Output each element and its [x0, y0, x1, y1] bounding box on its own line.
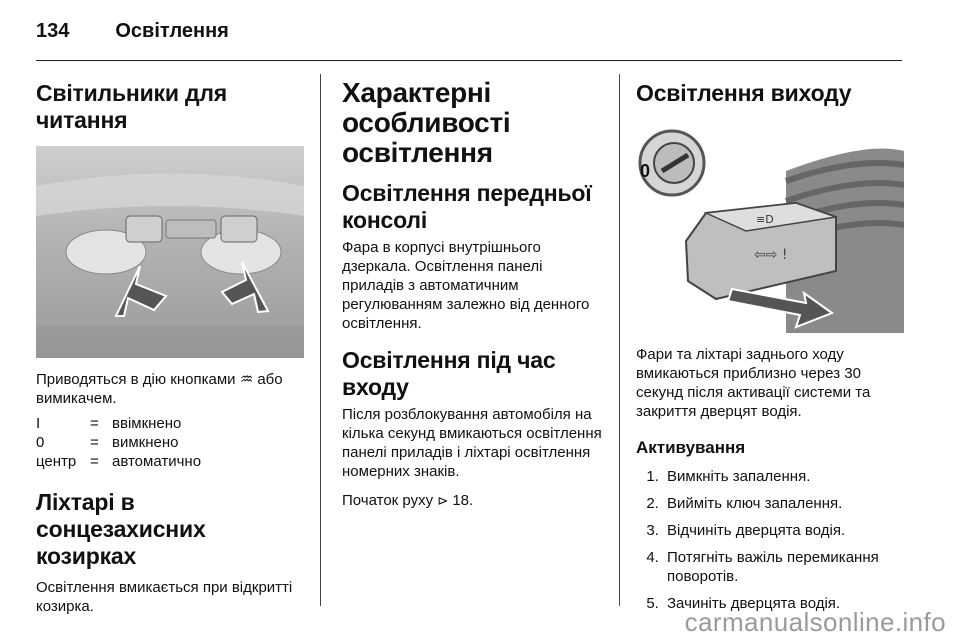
list-item: 5. Зачиніть дверцята водія. — [663, 594, 906, 613]
lever-illustration — [636, 121, 904, 333]
console-lighting-text: Фара в корпусі внутрішнього дзеркала. Освітлення панелі приладів з автоматичним регулюванням залежно від денного освітлення. — [342, 239, 590, 332]
list-item: 3. Відчиніть дверцята водія. — [663, 521, 906, 540]
reading-lamp-figure — [36, 146, 304, 358]
reading-lamp-text: Приводяться в дію кнопками ♒ або вимикачем. — [36, 371, 283, 407]
heading-activation: Активування — [636, 438, 746, 457]
switch-row: 0 = вимкнено — [36, 434, 179, 451]
turn-signal-icon: ⇦⇨ ! — [754, 247, 788, 263]
page-number: 134 — [36, 20, 70, 42]
switch-row: I = ввімкнено — [36, 415, 182, 432]
key-position-label: 0 — [640, 161, 651, 181]
start-driving-ref: Початок руху ⊳ 18. — [342, 492, 474, 509]
list-item: 4. Потягніть важіль перемикання поворотів. — [663, 548, 906, 586]
exit-lighting-text: Фари та ліхтарі заднього ходу вмикаються приблизно через 30 секунд після активації системи та закриття дверцят водія. — [636, 346, 871, 420]
entry-lighting-text: Після розблокування автомобіля на кілька секунд вмикаються освітлення панелі приладів і ліхтарі освітлення номерних знаків. — [342, 406, 602, 480]
switch-row: центр = автоматично — [36, 453, 202, 470]
page-ref-link[interactable]: 18. — [452, 492, 474, 509]
reading-lamp-illustration — [36, 146, 304, 358]
heading-lighting-features: Характерні особливості освітлення — [342, 77, 511, 168]
heading-reading-lamps: Світильники для читання — [36, 80, 227, 133]
column-lighting-features — [342, 78, 607, 511]
list-item: 1. Вимкніть запалення. — [663, 467, 906, 486]
column-exit-lighting — [636, 78, 906, 621]
heading-exit-lighting: Освітлення виходу — [636, 80, 852, 106]
column-divider-1 — [320, 74, 321, 606]
activation-steps — [636, 467, 906, 613]
section-title: Освітлення — [115, 20, 229, 42]
switch-position-table — [36, 414, 306, 471]
header-rule — [36, 60, 902, 61]
heading-sun-visor-lamps: Ліхтарі в сонцезахисних козирках — [36, 489, 206, 569]
high-beam-icon: ≡D — [756, 213, 774, 226]
exit-lighting-figure — [636, 121, 904, 333]
watermark: carmanualsonline.info — [684, 607, 946, 637]
heading-entry-lighting: Освітлення під час входу — [342, 347, 556, 400]
heading-console-lighting: Освітлення передньої консолі — [342, 180, 592, 233]
column-reading-lamps — [36, 78, 306, 616]
column-divider-2 — [619, 74, 620, 606]
sun-visor-text: Освітлення вмикається при відкритті козирка. — [36, 579, 293, 615]
page-ref-icon: ⊳ — [437, 494, 449, 509]
reading-lamp-icon: ♒ — [239, 371, 254, 388]
list-item: 2. Вийміть ключ запалення. — [663, 494, 906, 513]
page-header — [36, 20, 229, 43]
